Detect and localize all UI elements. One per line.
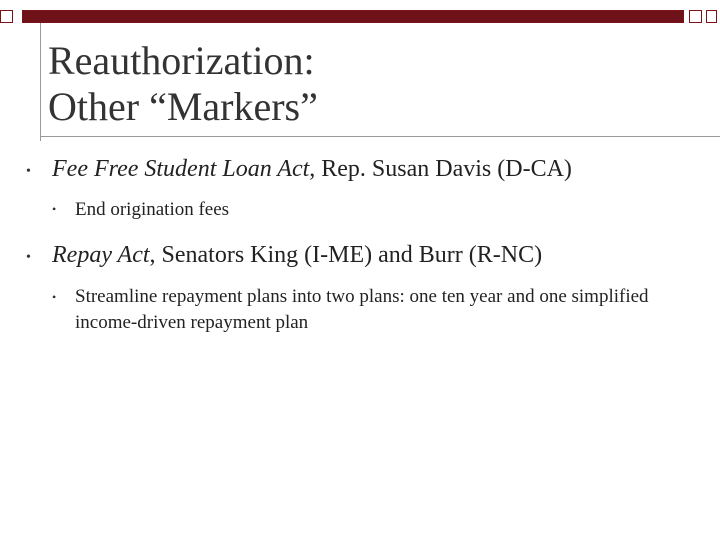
bullet-1-act-name: Fee Free Student Loan Act: [52, 156, 310, 182]
header-right-square-2: [706, 10, 717, 23]
bullet-1-sub-1: End origination fees: [75, 199, 230, 220]
bullet-1-detail: , Rep. Susan Davis (D-CA): [309, 156, 572, 182]
title-line-1: Reauthorization:: [48, 38, 315, 83]
bullet-1-text: [52, 155, 572, 183]
bullet-2-act-name: Repay Act: [52, 242, 150, 268]
bullet-2-sub-1: Streamline repayment plans into two plans: one ten year and one simplified income-driven repayment plan: [75, 286, 649, 333]
bullet-icon: •: [26, 250, 31, 265]
header-left-square: [0, 10, 13, 23]
header-accent-bar: [22, 10, 684, 23]
bullet-2-detail: , Senators King (I-ME) and Burr (R-NC): [149, 242, 543, 268]
title-horizontal-rule: [40, 136, 720, 137]
sub-bullet-icon: •: [52, 202, 57, 216]
bullet-icon: •: [26, 164, 31, 179]
sub-bullet-icon: •: [52, 290, 57, 304]
header-right-square: [689, 10, 702, 23]
bullet-2-text: [52, 241, 542, 269]
title-vertical-rule: [40, 23, 41, 141]
title-line-2: Other “Markers”: [48, 84, 318, 129]
slide-title: [48, 38, 318, 130]
